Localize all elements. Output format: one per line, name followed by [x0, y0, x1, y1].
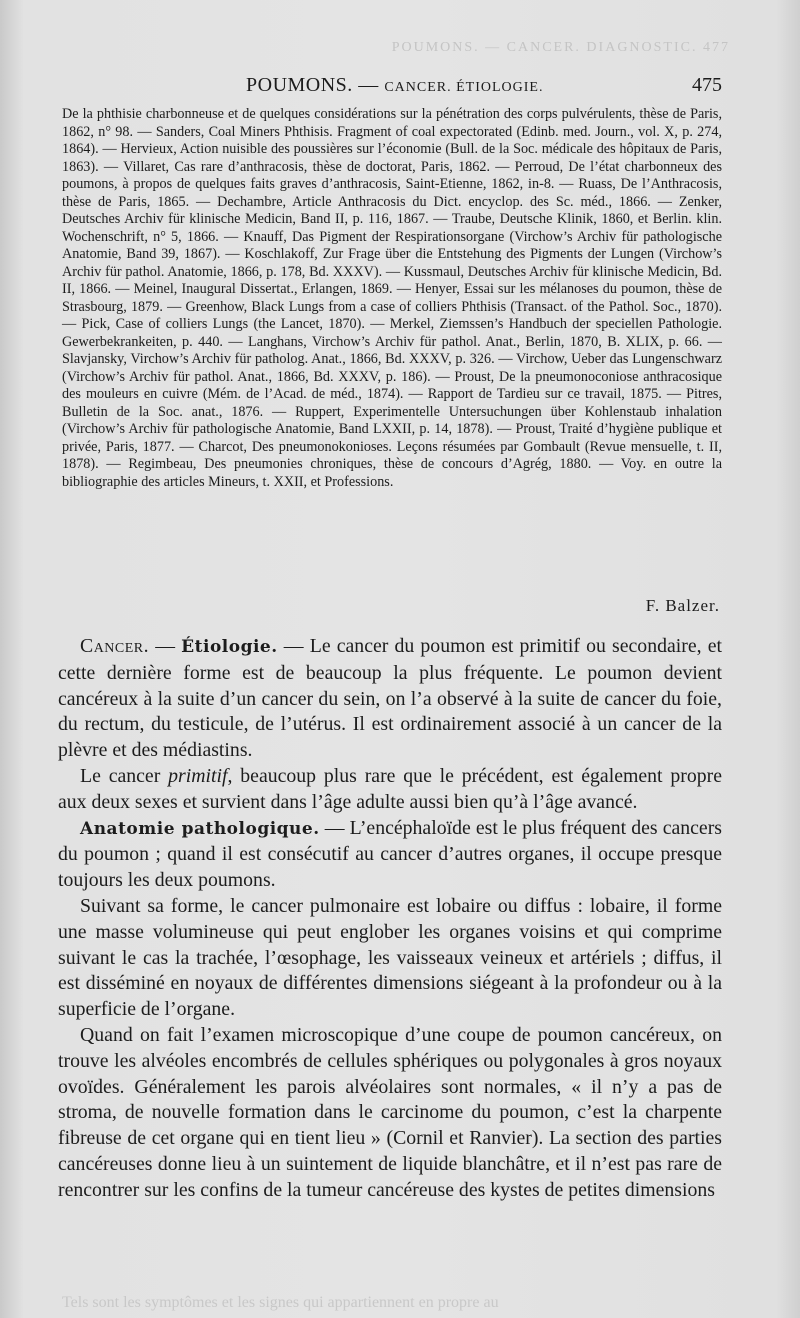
author-signature: F. Balzer. [645, 596, 720, 615]
running-title [246, 74, 543, 97]
bleed-through-text: POUMONS. — CANCER. DIAGNOSTIC. 477 [391, 40, 730, 55]
running-title-sub: CANCER. ÉTIOLOGIE. [384, 80, 544, 95]
paragraph-primitif [58, 764, 722, 816]
emphasis-primitif: primitif [168, 764, 228, 787]
page-number: 475 [692, 74, 722, 96]
running-header [62, 74, 722, 100]
paragraph-microscopique [58, 1023, 722, 1204]
running-title-main: POUMONS. — [246, 74, 385, 96]
section-title-cancer: Cancer. [80, 635, 150, 657]
bibliography-notes: De la phthisie charbonneuse et de quelques considérations sur la pénétration des corps pulvérulents, thèse de Paris, 1862, n° 98. — Sanders, Coal Miners Phthisis. Fragment of coal expectorated (Edinb. med. Journ., vol. X, p. 274, 1864). — Hervieux, Action nuisible des poussières sur l’économie (Bull. de la Soc. médicale des hôpitaux de Paris, 1863). — Villaret, Cas rare d’anthracosis, thèse de doctorat, Paris, 1862. — Perroud, De l’état charbonneux des poumons, à propos de quelques faits graves d’anthracosis, Saint-Etienne, 1862, in-8. — Ruass, De l’Anthracosis, thèse de Paris, 1865. — Dechambre, Article Anthracosis du Dict. encyclop. des Sc. méd., 1866. — Zenker, Deutsches Archiv für klinische Medicin, Band II, p. 116, 1867. — Traube, Deutsche Klinik, 1860, et Berlin. klin. Wochenschrift, n° 5, 1866. — Knauff, Das Pigment der Respirationsorgane (Virchow’s Archiv für pathologische Anatomie, Band 39, 1867). — Koschlakoff, Zur Frage über die Entstehung des Pigments der Lungen (Virchow’s Archiv für pathol. Anatomie, 1866, p. 178, Bd. XXXV). — Kussmaul, Deutsches Archiv für klinische Medicin, Bd. II, 1866. — Meinel, Inaugural Dissertat., Erlangen, 1869. — Henyer, Essai sur les mélanoses du poumon, thèse de Strasbourg, 1879. — Greenhow, Black Lungs from a case of colliers Phthisis (Transact. of the Pathol. Soc., 1870). — Pick, Case of colliers Lungs (the Lancet, 1870). — Merkel, Ziemssen’s Handbuch der speciellen Pathologie. Gewerbekrankeiten, p. 440. — Langhans, Virchow’s Archiv für pathol. Anat., Berlin, 1870, B. XLIX, p. 66. — Slavjansky, Virchow’s Archiv für patholog. Anat., 1866, Bd. XXXV, p. 326. — Virchow, Ueber das Lungenschwarz (Virchow’s Archiv für pathol. Anat., 1866, Bd. XXXV, p. 186). — Proust, De la pneumonoconiose anthracosique des mouleurs en cuivre (Mém. de l’Acad. de méd., 1874). — Rapport de Tardieu sur ce travail, 1875. — Pitres, Bulletin de la Soc. anat., 1876. — Ruppert, Experimentelle Untersuchungen über Kohlenstaub inhalation (Virchow’s Archiv für pathologische Anatomie, Band LXXII, p. 14, 1878). — Proust, Traité d’hygiène publique et privée, Paris, 1877. — Charcot, Des pneumonokonioses. Leçons résumées par Gombault (Revue mensuelle, t. II, 1878). — Regimbeau, Des pneumonies chroniques, thèse de concours d’Agrég, 1880. — Voy. en outre la bibliographie des articles Mineurs, t. XXII, et Professions. [62, 106, 722, 490]
paragraph-text: Quand on fait l’examen microscopique d’une coupe de poumon cancéreux, on trouve les alvéoles encombrés de cellules sphériques ou polygonales à gros noyaux ovoïdes. Généralement les parois alvéolaires sont normales, « il n’y a pas de stroma, de nouvelle formation dans le carcinome du poumon, c’est la charpente fibreuse de cet organe qui en tient lieu » (Cornil et Ranvier). La section des parties cancéreuses donne lieu à un suintement de liquide blanchâtre, et il n’est pas rare de rencontrer sur les confins de la tumeur cancéreuse des kystes de petites dimensions [58, 1023, 722, 1201]
subsection-heading-anatomie: Anatomie pathologique. [80, 818, 320, 839]
dash: — [149, 635, 182, 657]
paragraph-text: Le cancer [80, 764, 169, 787]
paragraph-text: Suivant sa forme, le cancer pulmonaire est lobaire ou diffus : lobaire, il forme une masse volumineuse qui peut englober les organes voisins et qui comprime suivant le cas la trachée, l’œsophage, les vaisseaux veineux et artériels ; diffus, il est disséminé en noyaux de différentes dimensions siégeant à la profondeur ou à la superficie de l’organe. [58, 894, 722, 1021]
main-text [58, 634, 722, 1204]
bleed-through-text-bottom: Tels sont les symptômes et les signes qui appartiennent en propre au [62, 1294, 499, 1311]
paragraph-text: — Le cancer du poumon est primitif ou secondaire, et cette dernière forme est de beaucoup la plus fréquente. Le poumon devient cancéreux à la suite d’un cancer du sein, on l’a observé à la suite de cancer du foie, du rectum, du testicule, de l’utérus. Il est ordinairement associé à un cancer de la plèvre et des médiastins. [58, 635, 722, 762]
paragraph-text: , beaucoup plus rare que le précédent, est également propre aux deux sexes et survient dans l’âge adulte aussi bien qu’à l’âge avancé. [58, 764, 722, 813]
paragraph-etiologie [58, 634, 722, 764]
paragraph-anatomie [58, 816, 722, 894]
subsection-heading-etiologie: Étiologie. [181, 637, 278, 657]
paragraph-text: — L’encéphaloïde est le plus fréquent des cancers du poumon ; quand il est consécutif au cancer d’autres organes, il occupe presque toujours les deux poumons. [58, 816, 722, 892]
paragraph-forme [58, 894, 722, 1023]
